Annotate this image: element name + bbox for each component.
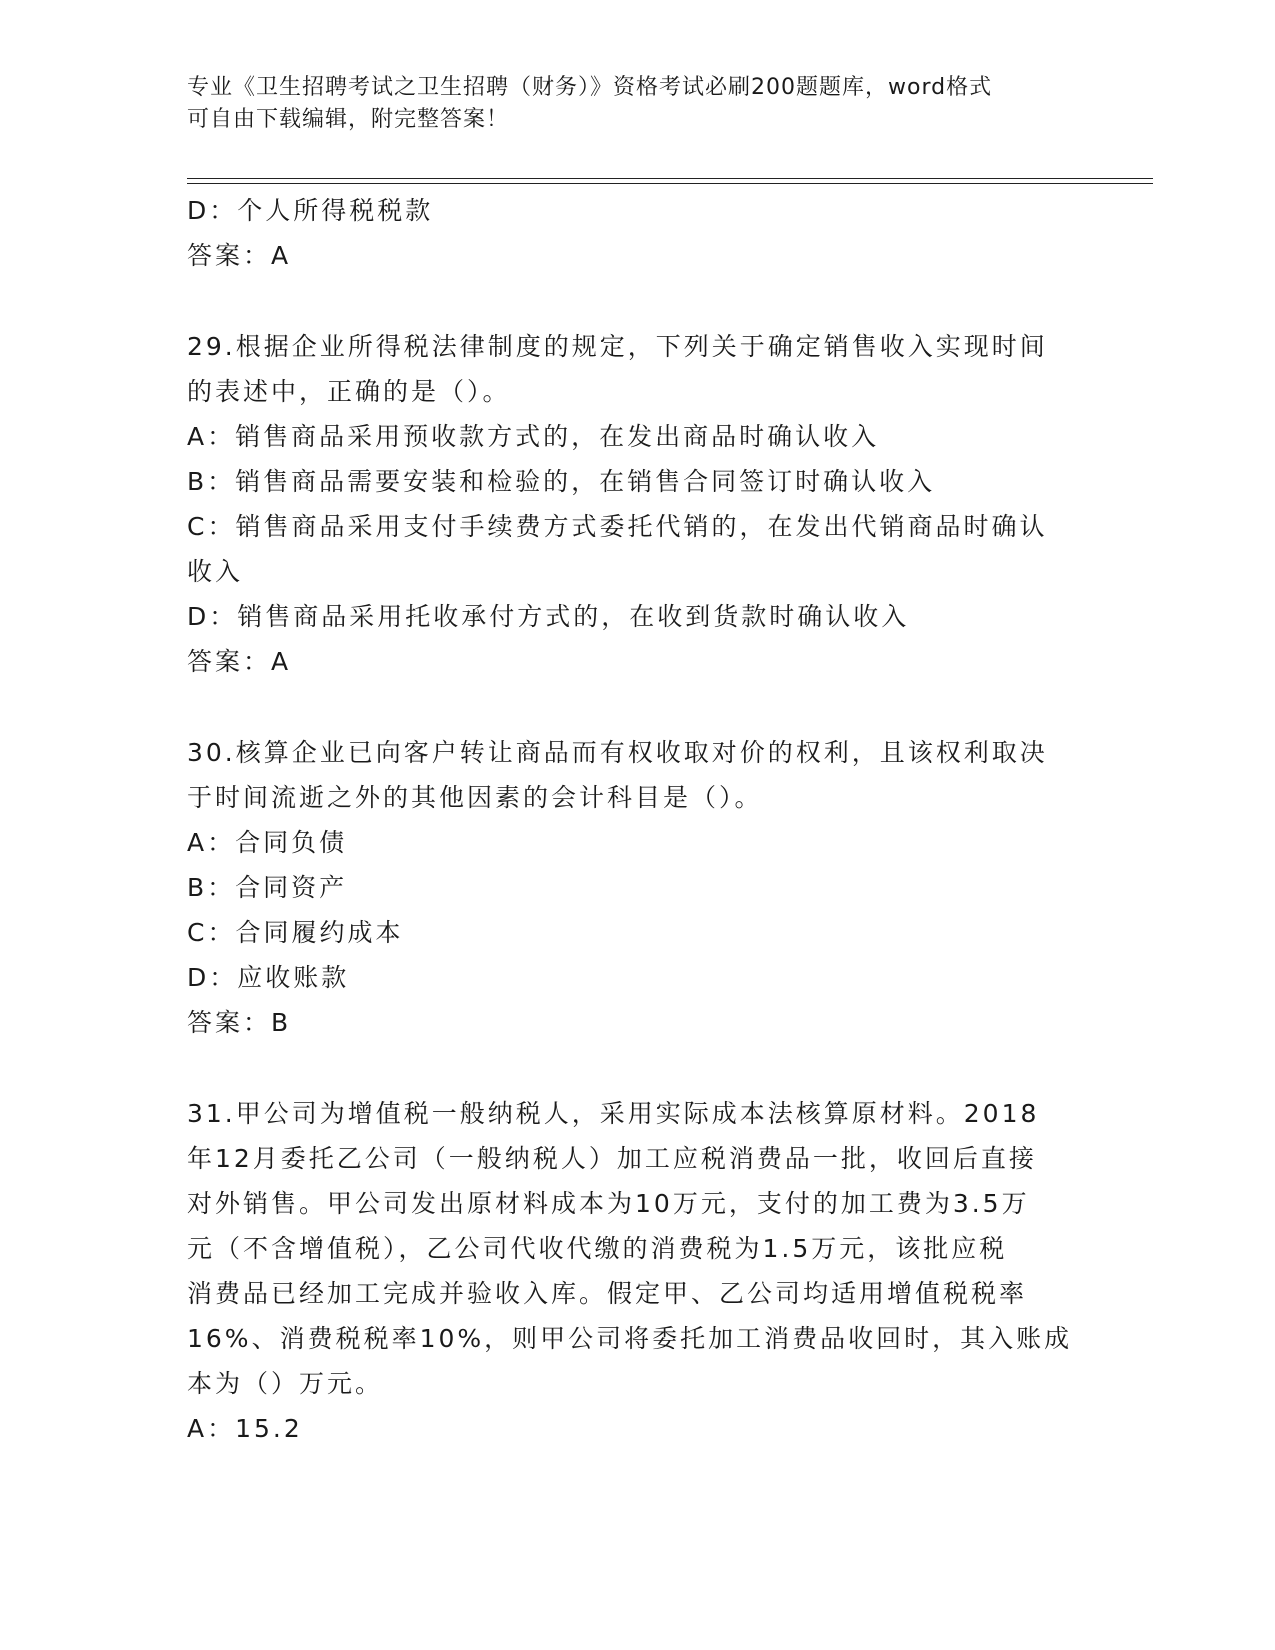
q29-stem-line-2: 的表述中，正确的是（）。	[187, 377, 511, 406]
q30-option-c: C：合同履约成本	[187, 918, 404, 947]
prev-option-d: D：个人所得税税款	[187, 196, 434, 225]
q31-stem-line-5: 消费品已经加工完成并验收入库。假定甲、乙公司均适用增值税税率	[187, 1279, 1028, 1308]
q31-stem-line-7: 本为（）万元。	[187, 1369, 384, 1398]
document-header	[187, 72, 1067, 136]
q30-option-d: D：应收账款	[187, 963, 350, 992]
q30-stem-line-2: 于时间流逝之外的其他因素的会计科目是（）。	[187, 783, 763, 812]
q29-option-a: A：销售商品采用预收款方式的，在发出商品时确认收入	[187, 422, 880, 451]
q30-option-a: A：合同负债	[187, 828, 348, 857]
q31-stem-line-3: 对外销售。甲公司发出原材料成本为10万元，支付的加工费为3.5万	[187, 1189, 1030, 1218]
q30-stem-line-1: 30.核算企业已向客户转让商品而有权收取对价的权利，且该权利取决	[187, 738, 1048, 767]
q29-option-c-line-1: C：销售商品采用支付手续费方式委托代销的，在发出代销商品时确认	[187, 512, 1048, 541]
q31-stem-line-2: 年12月委托乙公司（一般纳税人）加工应税消费品一批，收回后直接	[187, 1144, 1037, 1173]
header-line-1: 专业《卫生招聘考试之卫生招聘（财务）》资格考试必刷200题题库，word格式	[187, 75, 993, 100]
q31-stem-line-1: 31.甲公司为增值税一般纳税人，采用实际成本法核算原材料。2018	[187, 1099, 1040, 1128]
prev-answer: 答案：A	[187, 241, 292, 270]
question-spacer	[187, 684, 1087, 730]
q30-option-b: B：合同资产	[187, 873, 348, 902]
q30-answer: 答案：B	[187, 1008, 292, 1037]
q31-stem-line-6: 16%、消费税税率10%，则甲公司将委托加工消费品收回时，其入账成	[187, 1324, 1073, 1353]
q29-answer: 答案：A	[187, 647, 292, 676]
q29-option-b: B：销售商品需要安装和检验的，在销售合同签订时确认收入	[187, 467, 936, 496]
q31-stem-line-4: 元（不含增值税），乙公司代收代缴的消费税为1.5万元，该批应税	[187, 1234, 1008, 1263]
question-spacer	[187, 278, 1087, 324]
q29-stem-line-1: 29.根据企业所得税法律制度的规定，下列关于确定销售收入实现时间	[187, 332, 1048, 361]
q29-option-c-line-2: 收入	[187, 557, 244, 586]
header-divider-bottom	[187, 183, 1153, 184]
header-divider-top	[187, 178, 1153, 179]
q29-option-d: D：销售商品采用托收承付方式的，在收到货款时确认收入	[187, 602, 910, 631]
question-spacer	[187, 1045, 1087, 1091]
header-line-2: 可自由下载编辑，附完整答案！	[187, 107, 510, 132]
q31-option-a: A：15.2	[187, 1414, 303, 1443]
document-body	[187, 188, 1087, 1451]
